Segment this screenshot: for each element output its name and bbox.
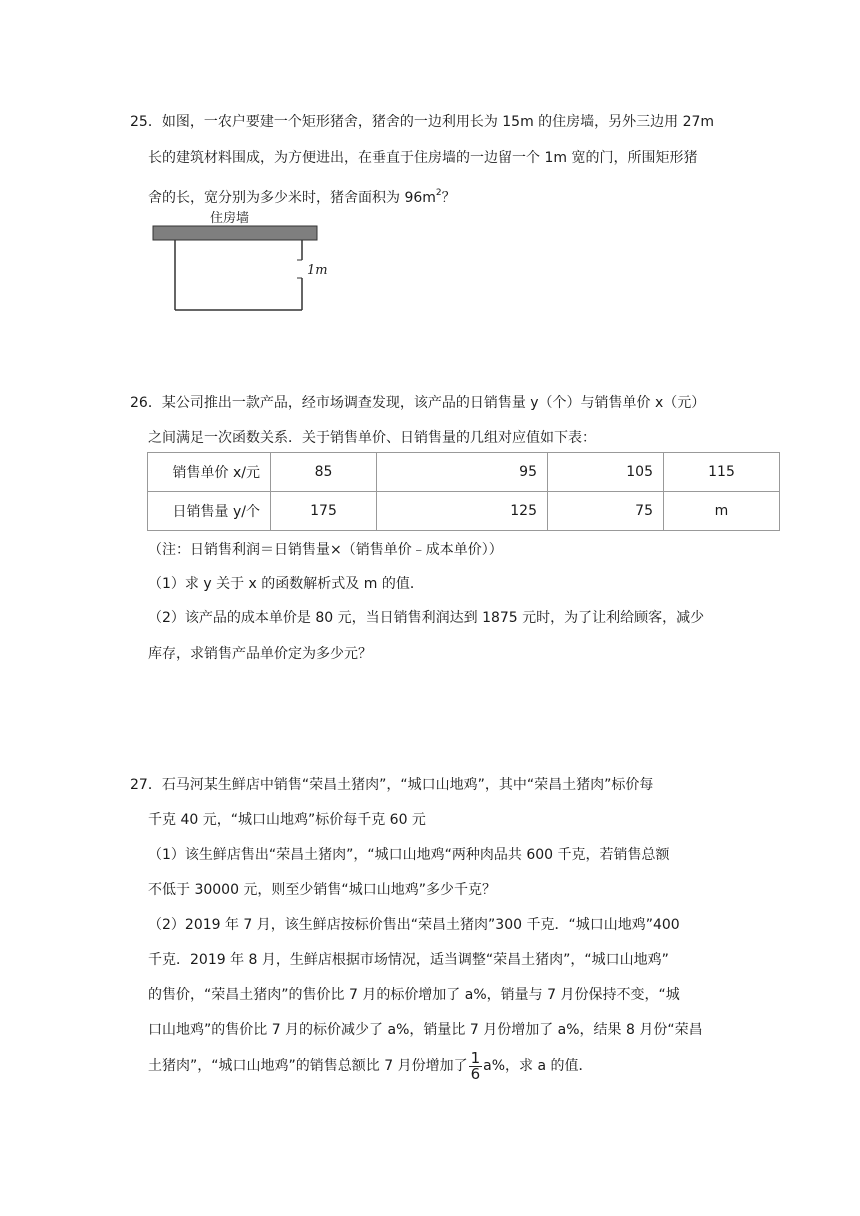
q25-line-3-text: 舍的长，宽分别为多少米时，猪舍面积为 96m	[148, 190, 436, 206]
table-row	[148, 492, 780, 531]
fraction-numerator: 1	[470, 1048, 481, 1067]
table-cell: 85	[271, 453, 377, 492]
q26-part-2-line-2: 库存，求销售产品单价定为多少元？	[148, 646, 372, 662]
q26-line-1: 26．某公司推出一款产品，经市场调查发现，该产品的日销售量 y（个）与销售单价 x（元）	[130, 395, 706, 411]
q27-part-2-line-4: 口山地鸡”的售价比 7 月的标价减少了 a%，销量比 7 月份增加了 a%，结果 8 月份“荣昌	[148, 1022, 703, 1038]
table-cell: 95	[377, 453, 548, 492]
q26-part-1: （1）求 y 关于 x 的函数解析式及 m 的值．	[148, 576, 424, 592]
q27-part-2-line-1: （2）2019 年 7 月，该生鲜店按标价售出“荣昌土猪肉”300 千克．“城口山地鸡”400	[148, 917, 680, 933]
q26-part-2-line-1: （2）该产品的成本单价是 80 元，当日销售利润达到 1875 元时，为了让利给顾客，减少	[148, 610, 705, 626]
table-row-header: 销售单价 x/元	[148, 453, 271, 492]
q25-line-1: 25．如图，一农户要建一个矩形猪舍，猪舍的一边利用长为 15m 的住房墙，另外三边用 27m	[130, 114, 715, 130]
q25-line-3-end: ？	[441, 190, 456, 206]
table-cell: 115	[664, 453, 780, 492]
table-row-header: 日销售量 y/个	[148, 492, 271, 531]
door-label: 1m	[307, 263, 328, 278]
table-cell: 175	[271, 492, 377, 531]
fraction-denominator: 6	[470, 1064, 481, 1083]
q27-line-5-end: a%，求 a 的值．	[483, 1058, 593, 1074]
table-cell: 75	[548, 492, 664, 531]
q27-line-2: 千克 40 元，“城口山地鸡”标价每千克 60 元	[148, 812, 426, 828]
table-cell: m	[664, 492, 780, 531]
q27-part-2-line-2: 千克．2019 年 8 月，生鲜店根据市场情况，适当调整“荣昌土猪肉”，“城口山地鸡”	[148, 952, 669, 968]
table-row	[148, 453, 780, 492]
fraction-one-sixth	[469, 1048, 483, 1083]
q26-note: （注：日销售利润＝日销售量×（销售单价﹣成本单价））	[148, 542, 503, 558]
q25-line-2: 长的建筑材料围成，为方便进出，在垂直于住房墙的一边留一个 1m 宽的门，所围矩形猪	[148, 150, 698, 166]
q27-line-1: 27．石马河某生鲜店中销售“荣昌土猪肉”，“城口山地鸡”，其中“荣昌土猪肉”标价每	[130, 777, 654, 793]
q26-line-2: 之间满足一次函数关系．关于销售单价、日销售量的几组对应值如下表：	[148, 430, 596, 446]
price-sales-table	[147, 452, 780, 531]
q27-part-2-line-3: 的售价，“荣昌土猪肉”的售价比 7 月的标价增加了 a%，销量与 7 月份保持不变，“城	[148, 987, 680, 1003]
q25-line-3	[148, 183, 456, 208]
q27-part-1-line-1: （1）该生鲜店售出“荣昌土猪肉”，“城口山地鸡“两种肉品共 600 千克，若销售总额	[148, 847, 670, 863]
q27-part-1-line-2: 不低于 30000 元，则至少销售“城口山地鸡”多少千克？	[148, 882, 496, 898]
q27-line-5-text: 土猪肉”，“城口山地鸡”的销售总额比 7 月份增加了	[148, 1058, 468, 1074]
house-wall	[153, 226, 317, 240]
table-cell: 125	[377, 492, 548, 531]
pigsty-diagram	[150, 208, 330, 318]
superscript: 2	[435, 188, 442, 198]
q27-part-2-line-5	[148, 1048, 593, 1084]
wall-label: 住房墙	[210, 211, 250, 226]
table-cell: 105	[548, 453, 664, 492]
